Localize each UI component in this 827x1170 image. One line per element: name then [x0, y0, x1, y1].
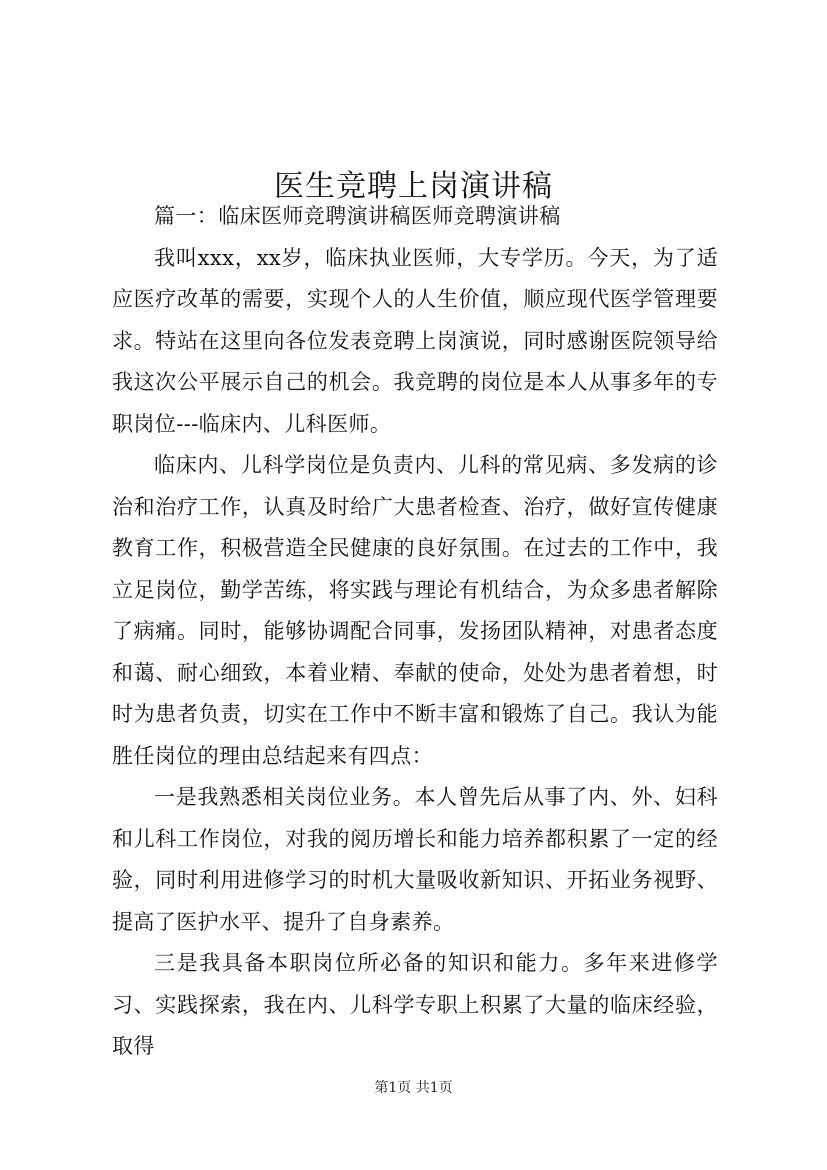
document-title: 医生竞聘上岗演讲稿 — [274, 169, 553, 205]
body-paragraph: 三是我具备本职岗位所必备的知识和能力。多年来进修学习、实践探索，我在内、儿科学专职上积累了大量的临床经验，取得 — [112, 951, 718, 1058]
document-body — [112, 196, 718, 1068]
body-paragraph: 我叫xxx，xx岁，临床执业医师，大专学历。今天，为了适应医疗改革的需要，实现个人的人生价值，顺应现代医学管理要求。特站在这里向各位发表竞聘上岗演说，同时感谢医院领导给我这次公平展示自己的机会。我竞聘的岗位是本人从事多年的专职岗位---临床内、儿科医师。 — [112, 245, 718, 436]
body-paragraph: 临床内、儿科学岗位是负责内、儿科的常见病、多发病的诊治和治疗工作，认真及时给广大患者检查、治疗，做好宣传健康教育工作，积极营造全民健康的良好氛围。在过去的工作中，我立足岗位，勤学苦练，将实践与理论有机结合，为众多患者解除了病痛。同时，能够协调配合同事，发扬团队精神，对患者态度和蔼、耐心细致，本着业精、奉献的使命，处处为患者着想，时时为患者负责，切实在工作中不断丰富和锻炼了自己。我认为能胜任岗位的理由总结起来有四点： — [112, 453, 718, 768]
body-paragraph: 一是我熟悉相关岗位业务。本人曾先后从事了内、外、妇科和儿科工作岗位，对我的阅历增长和能力培养都积累了一定的经验，同时利用进修学习的时机大量吸收新知识、开拓业务视野、提高了医护水平、提升了自身素养。 — [112, 785, 718, 934]
page-number: 第1页 共1页 — [374, 1080, 453, 1096]
section-heading: 篇一：临床医师竞聘演讲稿医师竞聘演讲稿 — [154, 204, 561, 228]
